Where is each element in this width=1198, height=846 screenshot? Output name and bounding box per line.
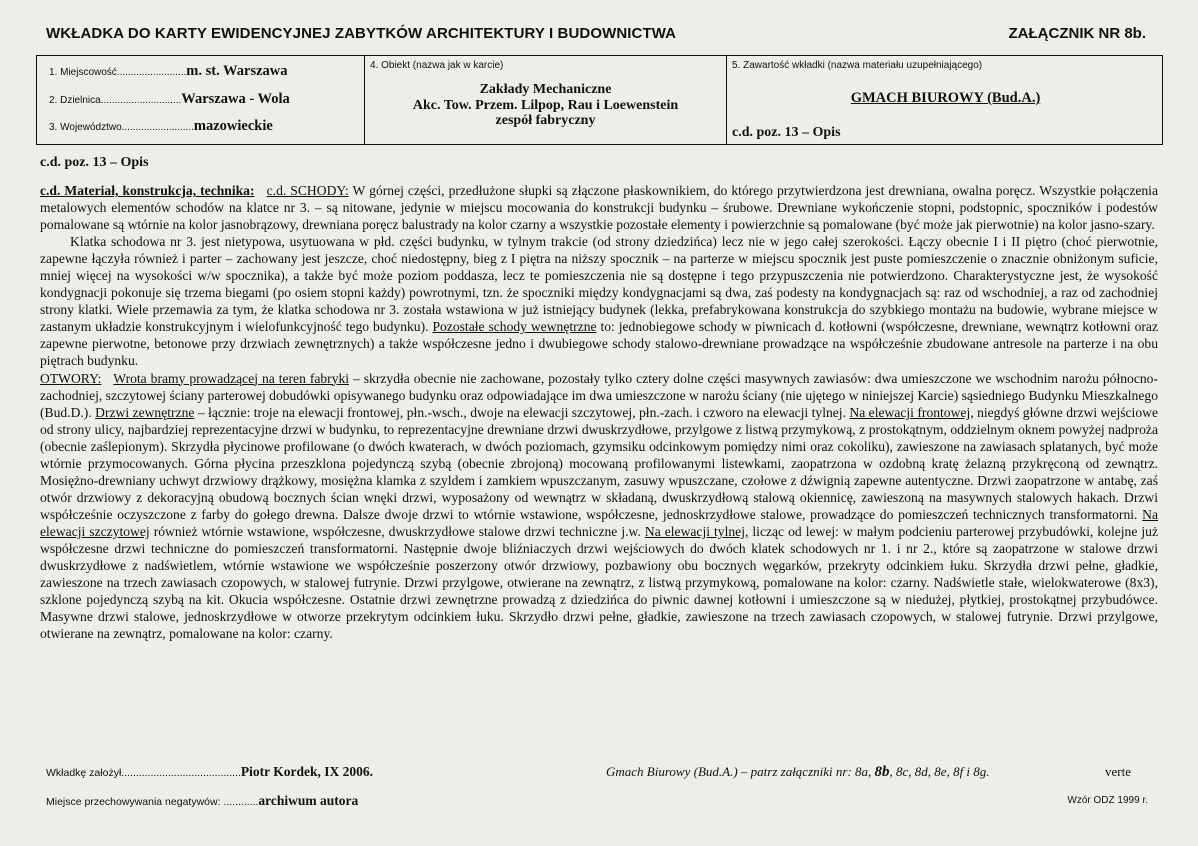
- section-reference: c.d. poz. 13 – Opis: [40, 155, 149, 170]
- paragraph-text: – skrzydła obecnie nie zachowane, pozostały tylko cztery dolne części masywnych zawiasów: dwa umieszczone we wschodnim narożu północno-zachodniej, szczytowej ściany parterowej dobudówki opisywanego budynku oraz odpowiadające im dwa umieszczone w narożu ściany (nie ujętego w niniejszej Karcie) sąsiedniego Budynku Mieszkalnego (Bud.D.).: [40, 370, 1158, 420]
- paragraph-text: , niegdyś główne drzwi wejściowe od strony ulicy, najbardziej reprezentacyjne drzwi w budynku, to reprezentacyjne drewniane drzwi dwuskrzydłowe, przylgowe z listwą przymykową, z prostokątnym, oddzielnym oknem powyżej nadproża (obecnie zaślepionym). Skrzydła płycinowe profilowane (o dwóch kwaterach, w dwóch poziomach, gzymsiku odcinkowym pomiędzy nimi oraz cokoliku), zawieszone na zawiasach splatanych, być może wtórnie przymocowanych. Górna płycina przeszklona pojedynczą szybą (obecnie zbrojoną) mocowaną profilowanymi listewkami, zaopatrzona w ozdobną kratę żelazną przykręconą od zewnątrz. Mosiężno-drewniany uchwyt drzwiowy drążkowy, mosiężna klamka z szyldem i zamkiem wpuszczanym, zasuwy wpuszczane, czołowe z dźwignią zapewne autentyczne. Drzwi zaopatrzone w antabę, zaś otwór drzwiowy z dekoracyjną obudową bocznych ścian wnęki drzwi, wyposażony od wewnątrz w składaną, dwuskrzydłową stalową okiennicę, zawieszoną na masywnych stalowych hakach. Drzwi współcześnie oczyszczone z farby do gołego drewna. Dalsze dwoje drzwi to wtórnie wstawione, współczesne, jednoskrzydłowe stalowe, prowadzące do pomieszczeń technicznych transformatorni.: [40, 404, 1158, 522]
- attachment-number: ZAŁĄCZNIK NR 8b.: [1008, 25, 1146, 42]
- field-value-obiekt: [365, 82, 726, 129]
- paragraph-text: licząc od lewej: w małym podcieniu parterowej przybudówki, kolejne już współczesne drzwi techniczne do pomieszczeń transformatorni. Następnie dwoje bliźniaczych drzwi wejściowych do dwóch klatek schodowych nr 1. i nr 2., które są zaopatrzone w stalowe drzwi dwuskrzydłowe z nadświetlem, wtórnie wstawione we współcześnie poszerzony otwór drzwiowy, pozbawiony obu bocznych węgarków, przekryty odcinkiem łuku. Skrzydła drzwi pełne, gładkie, zawieszone na trzech zawiasach czopowych, w stalowej futrynie. Drzwi przylgowe, otwierane na zewnątrz, z listwą przymykową, pomalowane na kolor: czarny. Nadświetle stałe, wielokwaterowe (8x3), szklone pojedynczą szybą na kit. Okucia współczesne. Ostatnie drzwi zewnętrzne prowadzą z dziedzińca do piwnic dawnej kotłowni i umieszczone są w niedużej, płytkiej, prostokątnej przybudówce. Masywne drzwi stalowe, jednoskrzydłowe w otworze przekrytym odcinkiem łuku. Skrzydło drzwi pełne, gładkie, zawieszone na trzech zawiasach czopowych, w stalowej futrynie. Drzwi przylgowe, otwierane na zewnątrz, pomalowane na kolor: czarny.: [40, 523, 1158, 642]
- body-text: [40, 182, 1158, 642]
- section-heading: OTWORY:: [40, 370, 102, 386]
- footer-label: Miejsce przechowywania negatywów: ............: [46, 796, 259, 808]
- field-value: m. st. Warszawa: [186, 63, 288, 79]
- field-label-obiekt: 4. Obiekt (nazwa jak w karcie): [370, 60, 504, 71]
- footer-negatives: [46, 793, 358, 809]
- footer-ref-text: , 8c, 8d, 8e, 8f i 8g.: [889, 764, 990, 779]
- field-label: 2. Dzielnica.............................: [49, 95, 182, 106]
- field-value: Warszawa - Wola: [181, 91, 290, 107]
- field-label: 3. Województwo..........................: [49, 122, 194, 133]
- footer-value: archiwum autora: [258, 793, 359, 808]
- verte-label: verte: [1105, 764, 1131, 779]
- underlined-phrase: Na elewacji szczytowej: [40, 506, 1158, 539]
- underlined-phrase: Wrota bramy prowadzącej na teren fabryki: [113, 370, 350, 386]
- paragraph-text: Klatka schodowa nr 3. jest nietypowa, usytuowana w płd. części budynku, w tylnym trakcie (od strony dziedzińca) lecz nie w jego całej szerokości. Łączy obecnie I i II piętro (choć pierwotnie, zapewne łączyła również i parter – zachowany jest jeszcze, choć niedostępny, bieg z I piętra na niższy spocznik – na parterze w miejscu spocznik jest puste pomieszczenie o znacznie obniżonym suficie, mniej więcej na wysokości w/w spocznika), a także być może poziom poddasza, lecz te pomieszczenia nie są dostępne i tego przypuszczenia nie potwierdzono. Charakterystyczne jest, że wysokość kondygnacji pokonuje się trzema biegami (po osiem stopni każdy) powrotnymi, tzn. że spoczniki między kondygnacjami są dwa, zaś podesty na kondygnacjach są: raz od wschodniej, a raz od zachodniej strony klatki. Wiele przemawia za tym, że klatka schodowa nr 3. została wstawiona w już istniejący budynek (lekka, prefabrykowana konstrukcja do szybkiego montażu na budowie, wybrane miejsce w zastanym układzie konstrukcyjnym i wielofunkcyjność tego budynku).: [40, 234, 1158, 335]
- paragraph-text: W górnej części, przedłużone słupki są złączone płaskownikiem, do którego przytwierdzona jest drewniana, owalna poręcz. Wszystkie połączenia metalowych elementów schodów na klatce nr 3. – są nitowane, jedynie w miejscu mocowania do konstrukcji budynku – śrubowe. Drewniane wykończenie stopni, podstopnic, spoczników i podestów pomalowane są wtórnie na kolor jasnobrązowy, drewniana poręcz balustrady na kolor czarny a wszystkie pozostałe elementy i powierzchnie są pomalowane (być może jak pierwotnie) na kolor jasno-szary.: [40, 183, 1158, 233]
- paragraph: [40, 182, 1158, 233]
- paragraph-text: również wtórnie wstawione, współczesne, dwuskrzydłowe stalowe drzwi techniczne j.w.: [149, 523, 645, 539]
- footer-label: Wkładkę założył.........................................: [46, 767, 241, 779]
- footer-attachments: [606, 764, 990, 781]
- field-dzielnica: [49, 90, 290, 108]
- field-miejscowosc: [49, 62, 288, 80]
- subsection-heading: c.d. SCHODY:: [266, 183, 349, 198]
- obiekt-line: zespół fabryczny: [495, 113, 596, 128]
- paragraph-text: – łącznie: troje na elewacji frontowej, płn.-wsch., dwoje na elewacji szczytowej, płn.-zach. i czworo na elewacji tylnej.: [194, 404, 850, 420]
- underlined-phrase: Na elewacji frontowej: [849, 404, 971, 420]
- paragraph: [40, 370, 1158, 643]
- footer-author: [46, 764, 373, 780]
- footer-ref-text: Gmach Biurowy (Bud.A.) – patrz załączniki nr: 8a,: [606, 764, 875, 779]
- field-value: mazowieckie: [193, 118, 273, 134]
- field-label-zawartosc: 5. Zawartość wkładki (nazwa materiału uzupełniającego): [732, 60, 983, 71]
- document-title: WKŁADKA DO KARTY EWIDENCYJNEJ ZABYTKÓW ARCHITEKTURY I BUDOWNICTWA: [46, 25, 677, 42]
- obiekt-line: Akc. Tow. Przem. Lilpop, Rau i Loewenstein: [412, 97, 679, 113]
- paragraph-text: to: jednobiegowe schody w piwnicach d. kotłowni (współczesne, drewniane, wewnątrz kotłowni oraz zapewne pierwotne, betonowe przy drzwiach zewnętrznych) a także współczesne jedno i dwubiegowe schody stalowo-drewniane prowadzące na współcześnie zbudowane antresole na parterze i na obu piętrach budynku.: [40, 319, 1158, 369]
- underlined-phrase: Na elewacji tylnej,: [644, 523, 749, 539]
- field-zawartosc-sub: c.d. poz. 13 – Opis: [732, 125, 841, 140]
- footer-value: Piotr Kordek, IX 2006.: [240, 764, 374, 779]
- footer-ref-current: 8b: [874, 764, 890, 780]
- underlined-phrase: Drzwi zewnętrzne: [95, 404, 195, 420]
- paragraph: [40, 233, 1158, 369]
- field-value-zawartosc: GMACH BIUROWY (Bud.A.): [850, 90, 1041, 106]
- field-label: 1. Miejscowość.........................: [49, 67, 187, 78]
- obiekt-line: Zakłady Mechaniczne: [479, 82, 612, 97]
- underlined-phrase: Pozostałe schody wewnętrzne: [432, 319, 597, 335]
- field-wojewodztwo: [49, 117, 273, 135]
- section-heading: c.d. Materiał, konstrukcja, technika:: [40, 183, 255, 198]
- header-form-box: [36, 55, 1163, 145]
- form-template-version: Wzór ODZ 1999 r.: [1067, 795, 1148, 806]
